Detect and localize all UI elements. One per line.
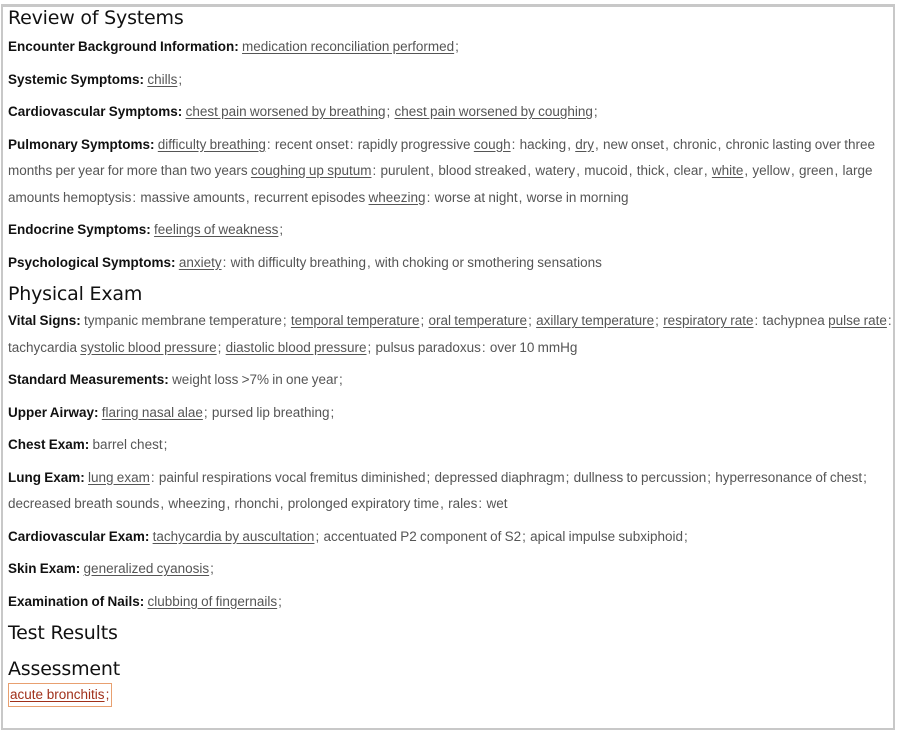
row-label: Vital Signs:: [8, 313, 81, 328]
row-vital-signs: [8, 308, 893, 361]
finding-link[interactable]: white: [711, 163, 744, 178]
separator: ,: [226, 496, 231, 511]
row-label: Skin Exam:: [8, 561, 81, 576]
finding-term: worse at night: [434, 189, 518, 205]
row-pulmonary-symptoms: [8, 132, 893, 212]
separator: ;: [426, 469, 431, 485]
finding-term: barrel chest: [92, 437, 163, 452]
finding-link[interactable]: chest pain worsened by coughing: [394, 104, 593, 119]
finding-link[interactable]: temporal temperature: [290, 313, 420, 328]
finding-term: pulsus paradoxus: [375, 339, 481, 355]
separator: ,: [703, 163, 708, 178]
finding-term: with choking or smothering sensations: [374, 254, 602, 270]
finding-term: decreased breath sounds: [8, 496, 160, 511]
separator: ,: [366, 254, 371, 270]
separator: ,: [834, 163, 839, 178]
separator: ;: [655, 313, 659, 328]
finding-term: worse in morning: [526, 189, 629, 205]
row-label: Psychological Symptoms:: [8, 254, 176, 270]
finding-term: hacking: [519, 136, 567, 152]
row-label: Encounter Background Information:: [8, 39, 239, 54]
test-results-heading: Test Results: [8, 622, 118, 644]
separator: ,: [790, 163, 795, 178]
separator: ,: [567, 136, 571, 152]
separator: ;: [863, 469, 867, 485]
row-upper-airway: [8, 400, 893, 427]
separator: ,: [279, 496, 284, 511]
finding-term: over 10 mmHg: [489, 339, 578, 355]
finding-link[interactable]: cough: [473, 136, 511, 152]
separator: ;: [367, 339, 372, 355]
finding-link[interactable]: difficulty breathing: [157, 136, 266, 152]
row-label: Endocrine Symptoms:: [8, 222, 151, 237]
row-encounter: [8, 34, 893, 61]
finding-link[interactable]: oral temperature: [428, 313, 528, 328]
finding-term: purulent: [380, 163, 430, 178]
separator: ;: [420, 313, 425, 328]
finding-link[interactable]: dry: [575, 136, 594, 152]
separator: ,: [665, 136, 669, 152]
separator: :: [481, 339, 486, 355]
finding-term: tympanic membrane temperature: [84, 313, 282, 328]
row-label: Systemic Symptoms:: [8, 71, 145, 87]
separator: ,: [665, 163, 670, 178]
separator: :: [222, 254, 227, 270]
finding-link[interactable]: lung exam: [88, 469, 150, 485]
row-endocrine-symptoms: [8, 217, 893, 244]
finding-term: prolonged expiratory time: [287, 496, 440, 511]
separator: ,: [594, 136, 599, 152]
finding-term: dullness to percussion: [573, 469, 707, 485]
finding-term: thick: [636, 163, 665, 178]
physical-exam-heading: Physical Exam: [8, 283, 143, 305]
document-content: [3, 6, 893, 707]
separator: ,: [245, 189, 250, 205]
finding-term: chronic: [673, 136, 717, 152]
separator: ;: [203, 404, 208, 420]
finding-term: wheezing: [168, 496, 226, 511]
finding-link[interactable]: medication reconciliation performed: [242, 39, 455, 54]
finding-term: recent onset: [274, 136, 349, 152]
finding-term: rapidly progressive: [357, 136, 471, 152]
separator: ;: [210, 561, 214, 576]
row-skin-exam: [8, 556, 893, 583]
finding-term: tachypnea: [762, 313, 825, 328]
finding-link[interactable]: acute bronchitis: [10, 687, 105, 702]
finding-term: new onset: [603, 136, 665, 152]
row-label: Standard Measurements:: [8, 372, 169, 387]
review-of-systems-heading: Review of Systems: [8, 7, 184, 29]
separator: ,: [430, 163, 435, 178]
separator: :: [426, 189, 431, 205]
separator: ;: [330, 404, 335, 420]
separator: ,: [440, 496, 444, 511]
separator: ;: [279, 222, 284, 237]
finding-term: wet: [486, 496, 508, 511]
finding-term: chronic lasting over three months per year for more than two years: [8, 136, 875, 178]
separator: ;: [522, 528, 526, 544]
separator: ,: [160, 496, 165, 511]
row-cardiovascular-symptoms: [8, 99, 893, 126]
finding-link[interactable]: anxiety: [178, 254, 222, 270]
row-systemic-symptoms: [8, 67, 893, 94]
finding-term: watery: [535, 163, 576, 178]
finding-link[interactable]: pulse rate: [828, 313, 887, 328]
separator: ,: [628, 163, 633, 178]
separator: ;: [528, 313, 532, 328]
finding-link[interactable]: feelings of weakness: [154, 222, 279, 237]
assessment-heading: Assessment: [8, 658, 120, 680]
separator: ;: [163, 437, 168, 452]
separator: ,: [518, 189, 523, 205]
finding-term: yellow: [752, 163, 790, 178]
row-label: Upper Airway:: [8, 404, 99, 420]
finding-term: recurrent episodes: [253, 189, 366, 205]
finding-link[interactable]: chest pain worsened by breathing: [185, 104, 386, 119]
separator: ;: [105, 687, 110, 702]
separator: ;: [683, 528, 688, 544]
separator: :: [349, 136, 354, 152]
separator: ;: [178, 71, 183, 87]
finding-term: mucoid: [584, 163, 628, 178]
separator: ,: [527, 163, 532, 178]
finding-term: depressed diaphragm: [434, 469, 565, 485]
separator: ,: [744, 163, 749, 178]
separator: ;: [455, 39, 459, 54]
row-psychological-symptoms: [8, 250, 893, 277]
row-label: Pulmonary Symptoms:: [8, 136, 155, 152]
separator: ;: [707, 469, 712, 485]
finding-term: green: [798, 163, 834, 178]
row-cardiovascular-exam: [8, 524, 893, 551]
finding-term: with difficulty breathing: [230, 254, 366, 270]
document-frame: [1, 4, 895, 730]
finding-term: rhonchi: [234, 496, 279, 511]
finding-link[interactable]: axillary temperature: [536, 313, 655, 328]
separator: :: [887, 313, 892, 328]
row-label: Cardiovascular Symptoms:: [8, 104, 183, 119]
row-label: Chest Exam:: [8, 437, 90, 452]
finding-term: painful respirations: [158, 469, 272, 485]
finding-link[interactable]: coughing up sputum: [250, 163, 372, 178]
separator: :: [372, 163, 377, 178]
assessment-diagnosis-box[interactable]: [8, 683, 112, 707]
finding-link[interactable]: generalized cyanosis: [83, 561, 210, 576]
finding-term: vocal fremitus diminished: [274, 469, 426, 485]
finding-link[interactable]: wheezing: [368, 189, 426, 205]
separator: ;: [278, 593, 282, 609]
finding-term: large amounts: [8, 163, 873, 205]
finding-term: hemoptysis: [63, 189, 132, 205]
row-standard-measurements: [8, 367, 893, 394]
separator: ;: [565, 469, 570, 485]
row-label: Cardiovascular Exam:: [8, 528, 150, 544]
separator: ,: [717, 136, 722, 152]
finding-term: pursed lip breathing: [211, 404, 330, 420]
row-label: Examination of Nails:: [8, 593, 145, 609]
finding-term: apical impulse subxiphoid: [530, 528, 683, 544]
finding-link[interactable]: tachycardia by auscultation: [152, 528, 315, 544]
finding-link[interactable]: clubbing of fingernails: [147, 593, 278, 609]
finding-link[interactable]: respiratory rate: [663, 313, 754, 328]
separator: ,: [576, 163, 580, 178]
row-label: Lung Exam:: [8, 469, 85, 485]
finding-term: blood streaked: [438, 163, 527, 178]
finding-link[interactable]: flaring nasal alae: [101, 404, 203, 420]
separator: :: [266, 136, 271, 152]
separator: ;: [217, 339, 222, 355]
separator: :: [132, 189, 137, 205]
separator: :: [511, 136, 516, 152]
separator: :: [150, 469, 155, 485]
separator: ;: [315, 528, 320, 544]
finding-term: rales: [448, 496, 478, 511]
row-lung-exam: [8, 465, 893, 518]
separator: ;: [593, 104, 598, 119]
finding-term: accentuated P2 component of S2: [323, 528, 522, 544]
finding-term: clear: [673, 163, 703, 178]
finding-link[interactable]: diastolic blood pressure: [225, 339, 367, 355]
finding-link[interactable]: systolic blood pressure: [80, 339, 217, 355]
row-nails-exam: [8, 589, 893, 616]
row-chest-exam: [8, 432, 893, 459]
separator: ;: [386, 104, 391, 119]
separator: ;: [339, 372, 343, 387]
finding-term: hyperresonance of chest: [715, 469, 863, 485]
finding-term: massive amounts: [140, 189, 245, 205]
separator: :: [754, 313, 759, 328]
finding-term: tachycardia: [8, 339, 78, 355]
separator: ;: [282, 313, 287, 328]
finding-link[interactable]: chills: [147, 71, 178, 87]
separator: :: [478, 496, 483, 511]
finding-term: weight loss >7% in one year: [172, 372, 339, 387]
